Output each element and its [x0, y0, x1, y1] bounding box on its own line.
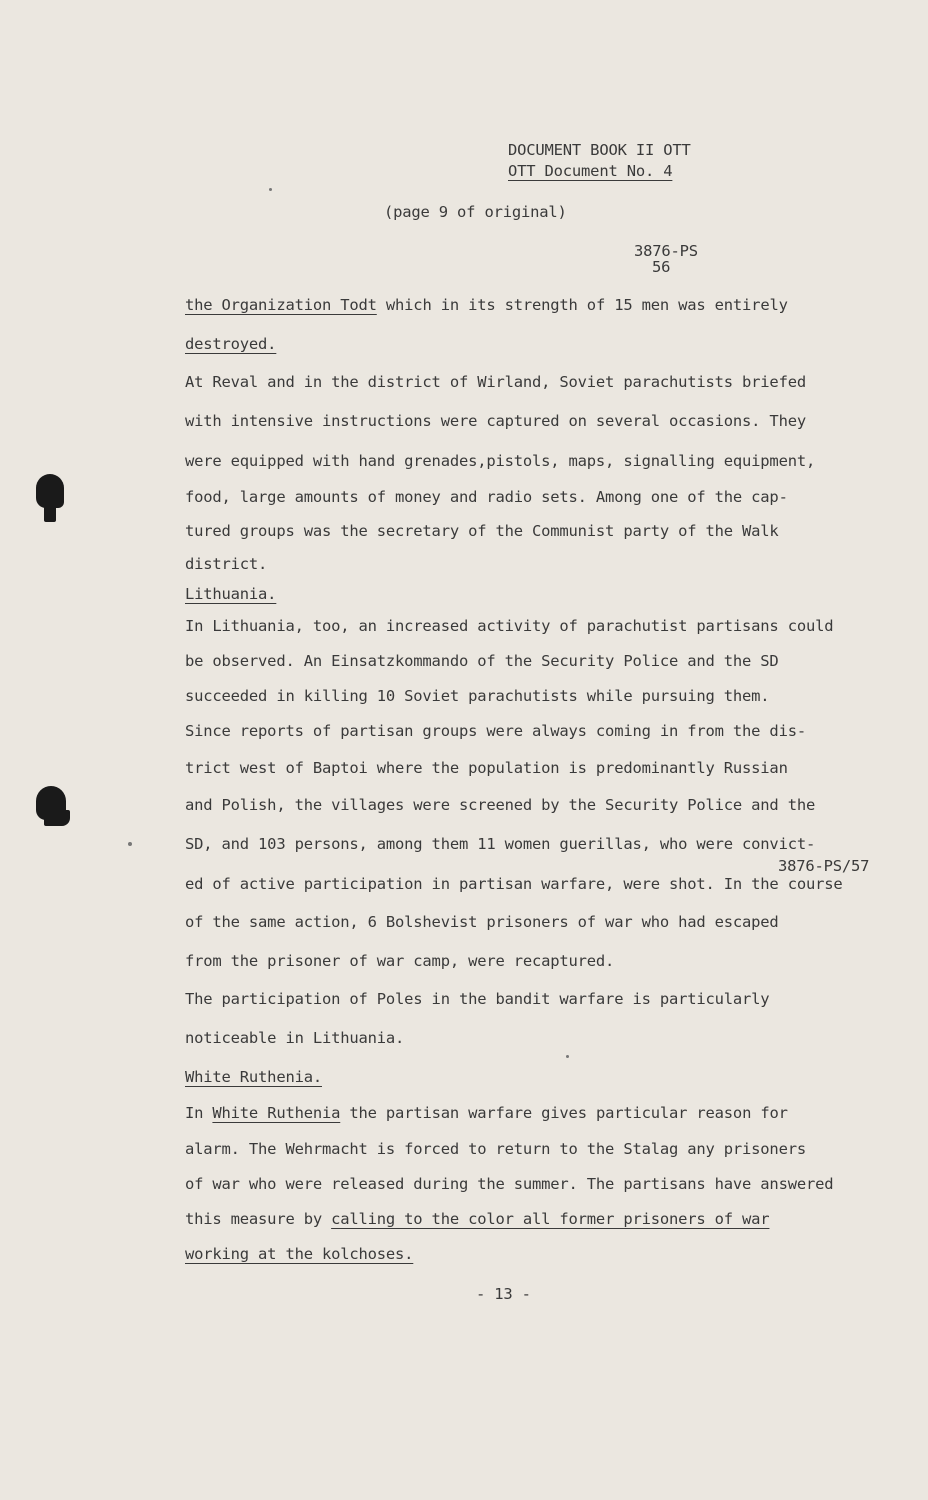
body-line: Since reports of partisan groups were always coming in from the dis- — [185, 722, 806, 740]
body-line: noticeable in Lithuania. — [185, 1029, 405, 1047]
body-line-text: the partisan warfare gives particular reason for — [340, 1104, 788, 1122]
document-number: OTT Document No. 4 — [508, 162, 673, 180]
body-line: of war who were released during the summer. The partisans have answered — [185, 1175, 834, 1193]
body-line: district. — [185, 555, 268, 573]
body-line: and Polish, the villages were screened by the Security Police and the — [185, 796, 816, 814]
organization-todt: the Organization Todt — [185, 296, 377, 314]
body-line — [185, 1209, 769, 1229]
body-line: The participation of Poles in the bandit warfare is particularly — [185, 990, 770, 1008]
body-line-text: this measure by — [185, 1210, 332, 1228]
specks — [566, 1055, 569, 1058]
white-ruthenia-inline: White Ruthenia — [212, 1104, 341, 1122]
body-line: of the same action, 6 Bolshevist prisoners of war who had escaped — [185, 913, 779, 931]
body-line-text: In — [185, 1104, 213, 1122]
punch-hole-bottom-tail — [44, 810, 70, 826]
body-line: working at the kolchoses. — [185, 1245, 414, 1263]
body-line: ed of active participation in partisan warfare, were shot. In the course — [185, 875, 843, 893]
specks — [128, 842, 132, 846]
body-line: At Reval and in the district of Wirland, Soviet parachutists briefed — [185, 373, 806, 391]
body-line: were equipped with hand grenades,pistols, maps, signalling equipment, — [185, 452, 816, 470]
body-line: destroyed. — [185, 335, 277, 353]
reference-page: 56 — [652, 258, 671, 276]
margin-reference: 3876-PS/57 — [778, 857, 870, 875]
body-line: be observed. An Einsatzkommando of the Security Police and the SD — [185, 652, 779, 670]
body-line: succeeded in killing 10 Soviet parachutists while pursuing them. — [185, 687, 770, 705]
body-line: from the prisoner of war camp, were recaptured. — [185, 952, 615, 970]
body-line: trict west of Baptoi where the population is predominantly Russian — [185, 759, 788, 777]
page-number: - 13 - — [476, 1285, 531, 1303]
body-line: food, large amounts of money and radio sets. Among one of the cap- — [185, 488, 788, 506]
body-line: tured groups was the secretary of the Communist party of the Walk — [185, 522, 779, 540]
body-line: alarm. The Wehrmacht is forced to return to the Stalag any prisoners — [185, 1140, 806, 1158]
document-book-heading: DOCUMENT BOOK II OTT — [508, 141, 691, 159]
body-line — [185, 1103, 788, 1123]
body-line — [185, 295, 788, 315]
body-line-text: which in its strength of 15 men was entirely — [376, 296, 788, 314]
body-line: with intensive instructions were captured on several occasions. They — [185, 412, 806, 430]
calling-to-color: calling to the color all former prisoners of war — [331, 1210, 770, 1228]
page-of-original: (page 9 of original) — [384, 203, 567, 221]
body-line: SD, and 103 persons, among them 11 women guerillas, who were convict- — [185, 835, 816, 853]
section-heading-lithuania: Lithuania. — [185, 585, 277, 603]
reference-code: 3876-PS — [634, 242, 698, 260]
body-line: In Lithuania, too, an increased activity of parachutist partisans could — [185, 617, 834, 635]
specks — [269, 188, 272, 191]
punch-hole-top-tail — [44, 500, 56, 522]
section-heading-white-ruthenia: White Ruthenia. — [185, 1068, 322, 1086]
